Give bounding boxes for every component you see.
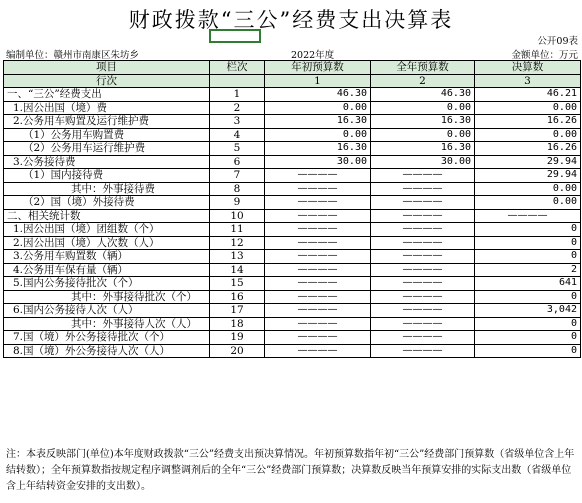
row-budget-full-year: ———— [371,304,475,318]
table-row [4,344,581,358]
table-row [4,169,581,183]
row-final-account: 0 [475,236,581,250]
row-final-account: 0 [475,250,581,264]
row-final-account: 0 [475,290,581,304]
row-budget-initial: 46.30 [265,88,371,102]
table-row [4,223,581,237]
row-final-account: 0.00 [475,182,581,196]
table-row [4,115,581,129]
row-final-account: 0 [475,331,581,345]
row-item: 8.国（境）外公务接待人次（人） [4,344,210,358]
row-item: 3.公务接待费 [4,155,210,169]
year-label: 2022年度 [291,50,335,61]
row-budget-initial: ———— [265,263,371,277]
row-item: 其中：外事接待人次（人） [4,317,210,331]
row-item: 1.因公出国（境）费 [4,101,210,115]
amount-unit-label: 金额单位：万元 [511,50,578,61]
row-budget-initial: 0.00 [265,128,371,142]
row-item: （1）国内接待费 [4,169,210,183]
row-lanci: 10 [210,209,265,223]
row-final-account: 2 [475,263,581,277]
row-final-account: 0 [475,344,581,358]
row-budget-initial: ———— [265,196,371,210]
row-budget-full-year: ———— [371,263,475,277]
row-budget-initial: ———— [265,277,371,291]
row-budget-initial: 16.30 [265,115,371,129]
row-item: 2.公务用车购置及运行维护费 [4,115,210,129]
row-lanci: 5 [210,142,265,156]
table-row [4,128,581,142]
row-lanci: 14 [210,263,265,277]
subheader-col2: 2 [371,74,475,88]
row-budget-full-year: 0.00 [371,101,475,115]
row-item: （2）公务用车运行维护费 [4,142,210,156]
row-final-account: 16.26 [475,142,581,156]
row-final-account: 0 [475,317,581,331]
selected-cell-box[interactable] [209,29,261,43]
row-final-account: 29.94 [475,155,581,169]
row-budget-full-year: ———— [371,331,475,345]
row-lanci: 17 [210,304,265,318]
row-budget-full-year: ———— [371,209,475,223]
row-lanci: 11 [210,223,265,237]
footnote: 注：本表反映部门(单位)本年度财政拨款“三公”经费支出预决算情况。年初预算数指年初“三公”经费部门预算数（省级单位含上年结转数）；全年预算数指按规定程序调整调剂后的全年“三公”经费部门预算数；决算数反映当年预算安排的实际支出数（省级单位含上年结转资金安排的支出数）。 [6,449,575,492]
row-budget-initial: 0.00 [265,101,371,115]
row-lanci: 13 [210,250,265,264]
row-final-account: 0.00 [475,101,581,115]
row-budget-initial: 30.00 [265,155,371,169]
row-budget-full-year: ———— [371,169,475,183]
unit-label: 编制单位：赣州市南康区朱坊乡 [6,50,140,61]
header-col2: 全年预算数 [371,61,475,75]
row-budget-initial: ———— [265,182,371,196]
row-final-account: 0 [475,223,581,237]
table-row [4,263,581,277]
table-row [4,290,581,304]
row-item: （1）公务用车购置费 [4,128,210,142]
header-lanci: 栏次 [210,61,265,75]
row-budget-initial: ———— [265,223,371,237]
row-lanci: 20 [210,344,265,358]
table-row [4,277,581,291]
subheader-item: 行次 [4,74,210,88]
header-row [4,61,581,75]
row-lanci: 16 [210,290,265,304]
row-budget-full-year: 16.30 [371,142,475,156]
row-lanci: 1 [210,88,265,102]
row-budget-full-year: ———— [371,236,475,250]
row-lanci: 12 [210,236,265,250]
row-budget-initial: ———— [265,317,371,331]
subheader-col3: 3 [475,74,581,88]
table-row [4,196,581,210]
row-budget-full-year: ———— [371,290,475,304]
subheader-row [4,74,581,88]
row-lanci: 6 [210,155,265,169]
row-budget-full-year: 30.00 [371,155,475,169]
table-row [4,209,581,223]
row-budget-full-year: ———— [371,317,475,331]
row-item: 1.因公出国（境）团组数（个） [4,223,210,237]
row-final-account: 29.94 [475,169,581,183]
row-budget-initial: ———— [265,236,371,250]
row-final-account: 16.26 [475,115,581,129]
row-lanci: 15 [210,277,265,291]
header-col1: 年初预算数 [265,61,371,75]
expenditure-table [3,60,581,358]
row-item: 其中：外事接待批次（个） [4,290,210,304]
row-item: 5.国内公务接待批次（个） [4,277,210,291]
table-code: 公开09表 [537,36,578,47]
table-row [4,155,581,169]
row-budget-full-year: ———— [371,344,475,358]
row-budget-full-year: 46.30 [371,88,475,102]
row-item: 6.国内公务接待人次（人） [4,304,210,318]
row-budget-full-year: ———— [371,250,475,264]
row-lanci: 7 [210,169,265,183]
row-budget-full-year: ———— [371,182,475,196]
table-row [4,236,581,250]
table-row [4,142,581,156]
header-item: 项目 [4,61,210,75]
row-budget-full-year: ———— [371,223,475,237]
row-budget-initial: ———— [265,169,371,183]
subheader-col1: 1 [265,74,371,88]
row-final-account: 641 [475,277,581,291]
table-row [4,304,581,318]
row-budget-initial: ———— [265,304,371,318]
row-budget-initial: ———— [265,290,371,304]
table-row [4,331,581,345]
row-final-account: 3,042 [475,304,581,318]
row-budget-initial: 16.30 [265,142,371,156]
header-col3: 决算数 [475,61,581,75]
row-budget-full-year: ———— [371,277,475,291]
row-item: 7.国（境）外公务接待批次（个） [4,331,210,345]
row-final-account: ———— [475,209,581,223]
row-final-account: 0.00 [475,196,581,210]
row-budget-initial: ———— [265,209,371,223]
table-row [4,250,581,264]
row-final-account: 0.00 [475,128,581,142]
row-final-account: 46.21 [475,88,581,102]
row-lanci: 18 [210,317,265,331]
row-lanci: 8 [210,182,265,196]
row-item: 4.公务用车保有量（辆） [4,263,210,277]
table-row [4,317,581,331]
row-lanci: 4 [210,128,265,142]
row-item: 其中：外事接待费 [4,182,210,196]
row-budget-initial: ———— [265,331,371,345]
row-budget-initial: ———— [265,250,371,264]
row-budget-full-year: 0.00 [371,128,475,142]
row-budget-full-year: 16.30 [371,115,475,129]
row-budget-full-year: ———— [371,196,475,210]
row-item: 2.因公出国（境）人次数（人） [4,236,210,250]
subheader-lanci [210,74,265,88]
table-row [4,88,581,102]
row-lanci: 2 [210,101,265,115]
table-row [4,101,581,115]
row-lanci: 3 [210,115,265,129]
table-row [4,182,581,196]
row-item: 3.公务用车购置数（辆） [4,250,210,264]
row-item: 一、“三公”经费支出 [4,88,210,102]
row-budget-initial: ———— [265,344,371,358]
row-item: （2）国（境）外接待费 [4,196,210,210]
row-item: 二、相关统计数 [4,209,210,223]
page-title: 财政拨款“三公”经费支出决算表 [128,8,454,32]
row-lanci: 9 [210,196,265,210]
row-lanci: 19 [210,331,265,345]
